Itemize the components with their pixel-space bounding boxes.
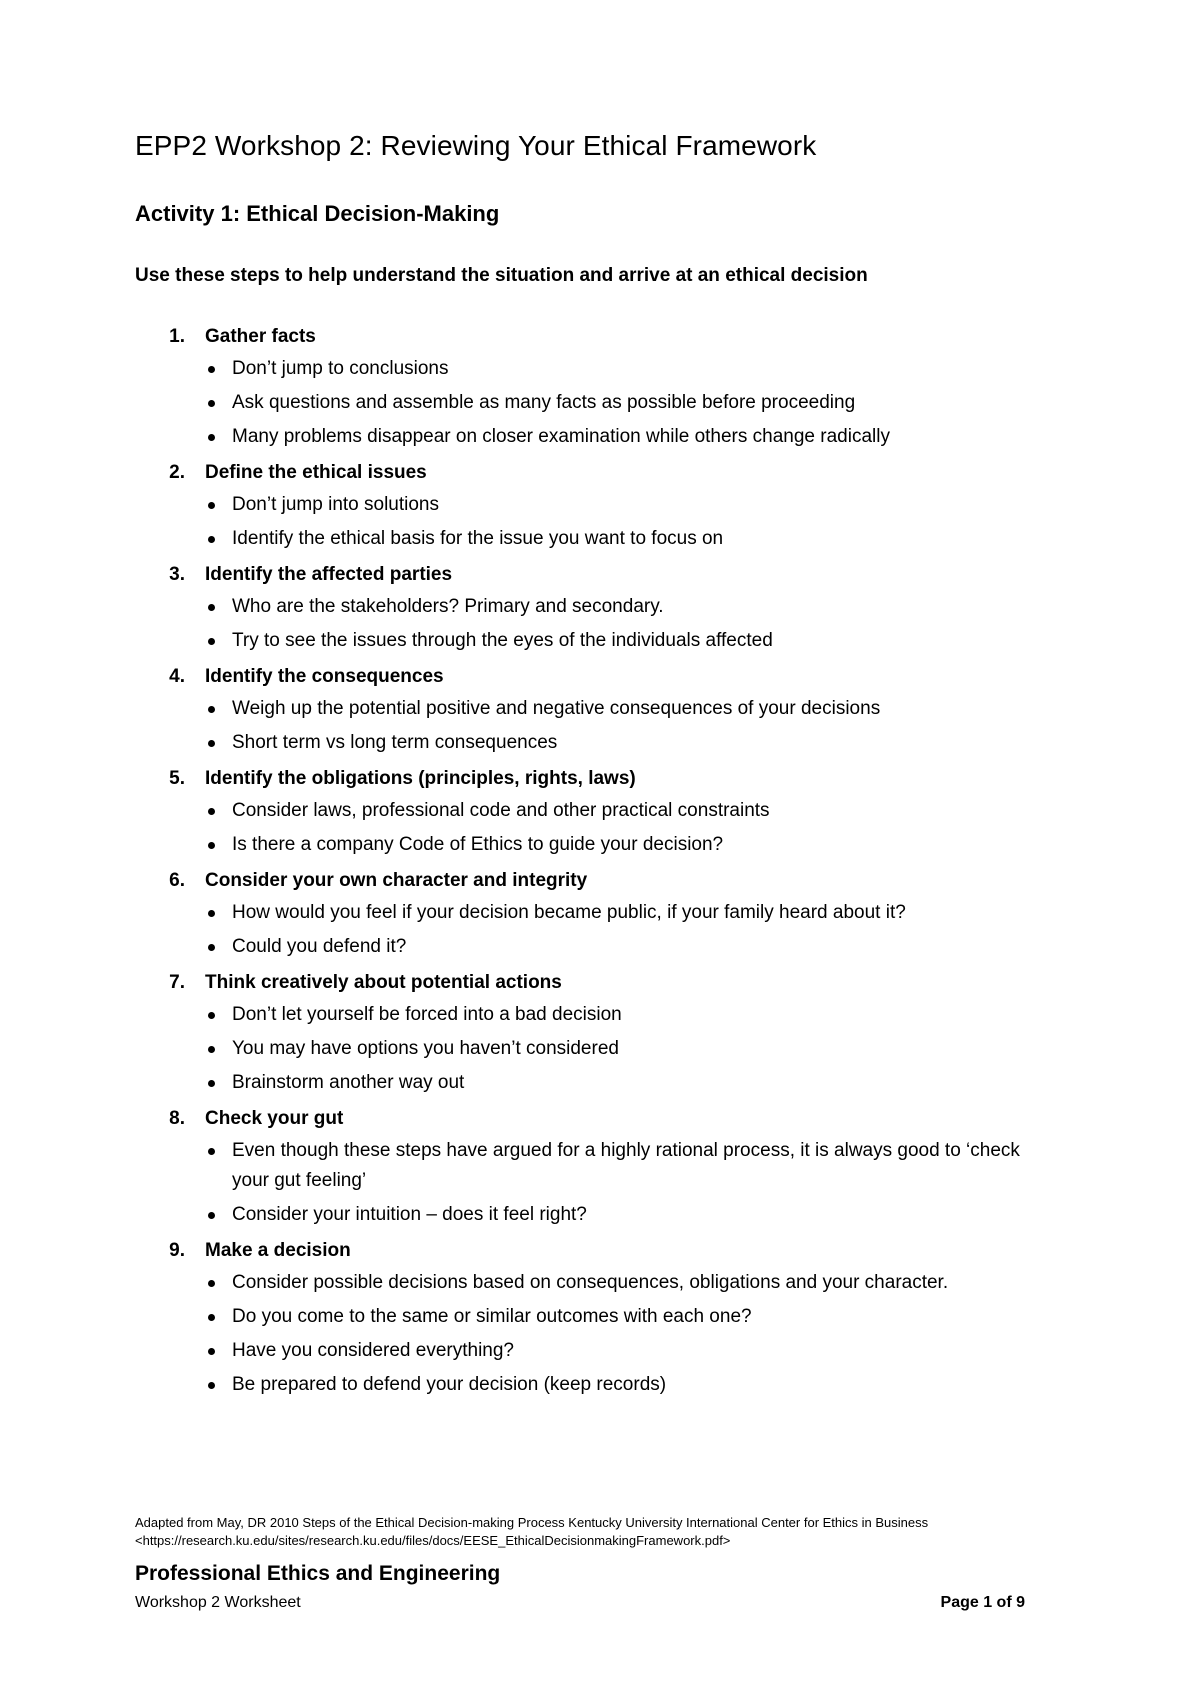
bullet-icon — [95, 592, 232, 622]
bullet-icon — [95, 728, 232, 758]
bullet-text: Many problems disappear on closer examination while others change radically — [232, 426, 890, 447]
citation-line-2: <https://research.ku.edu/sites/research.ku.edu/files/docs/EESE_EthicalDecisionmakingFramework.pdf> — [135, 1533, 731, 1548]
bullet-item — [135, 1136, 1095, 1196]
footer-page-number: Page 1 of 9 — [940, 1594, 1025, 1611]
step-number: 9. — [169, 1240, 185, 1261]
step-number: 8. — [169, 1108, 185, 1129]
step-item — [135, 558, 1095, 656]
bullet-text: Don’t jump to conclusions — [232, 358, 449, 379]
bullet-list — [135, 1000, 1095, 1098]
bullet-item — [135, 1200, 1095, 1230]
bullet-item — [135, 898, 1095, 928]
step-label: Consider your own character and integrity — [205, 870, 588, 891]
bullet-icon — [95, 932, 232, 962]
bullet-icon — [95, 694, 232, 724]
footer-bar — [135, 1592, 1025, 1614]
bullet-item — [135, 1000, 1095, 1030]
bullet-text: Consider your intuition – does it feel right? — [232, 1204, 587, 1225]
bullet-icon — [95, 1200, 232, 1230]
bullet-text: Who are the stakeholders? Primary and secondary. — [232, 596, 664, 617]
bullet-text: Consider possible decisions based on consequences, obligations and your character. — [232, 1272, 949, 1293]
bullet-list — [135, 898, 1095, 962]
bullet-icon — [95, 1268, 232, 1298]
step-item — [135, 864, 1095, 962]
step-number: 2. — [169, 462, 185, 483]
step-label: Define the ethical issues — [205, 462, 427, 483]
bullet-item — [135, 830, 1095, 860]
instructions-text: Use these steps to help understand the situation and arrive at an ethical decision — [135, 265, 868, 286]
step-heading — [135, 320, 1095, 354]
bullet-icon — [95, 1336, 232, 1366]
step-number: 3. — [169, 564, 185, 585]
step-number: 7. — [169, 972, 185, 993]
bullet-item — [135, 592, 1095, 622]
bullet-icon — [95, 626, 232, 656]
step-heading — [135, 1234, 1095, 1268]
citation-footnote — [135, 1514, 1075, 1550]
bullet-text: Short term vs long term consequences — [232, 732, 558, 753]
step-label: Think creatively about potential actions — [205, 972, 562, 993]
bullet-icon — [95, 422, 232, 452]
bullet-list — [135, 490, 1095, 554]
bullet-text: Weigh up the potential positive and negative consequences of your decisions — [232, 698, 881, 719]
bullet-text: Ask questions and assemble as many facts as possible before proceeding — [232, 392, 856, 413]
bullet-icon — [95, 524, 232, 554]
step-heading — [135, 762, 1095, 796]
step-number: 5. — [169, 768, 185, 789]
bullet-item — [135, 354, 1095, 384]
bullet-text: Do you come to the same or similar outcomes with each one? — [232, 1306, 752, 1327]
step-number: 1. — [169, 326, 185, 347]
step-heading — [135, 966, 1095, 1000]
bullet-list — [135, 1136, 1095, 1230]
bullet-text: Be prepared to defend your decision (keep records) — [232, 1374, 667, 1395]
bullet-icon — [95, 1302, 232, 1332]
activity-title: Activity 1: Ethical Decision-Making — [135, 201, 500, 226]
step-item — [135, 320, 1095, 452]
bullet-text: Even though these steps have argued for a highly rational process, it is always good to ‘check your gut feeling’ — [232, 1140, 1020, 1191]
bullet-icon — [95, 898, 232, 928]
step-item — [135, 762, 1095, 860]
step-heading — [135, 660, 1095, 694]
bullet-text: Don’t let yourself be forced into a bad decision — [232, 1004, 622, 1025]
bullet-text: Don’t jump into solutions — [232, 494, 439, 515]
steps-list — [135, 320, 1095, 1400]
bullet-text: Try to see the issues through the eyes of the individuals affected — [232, 630, 773, 651]
step-item — [135, 966, 1095, 1098]
step-label: Identify the affected parties — [205, 564, 453, 585]
bullet-item — [135, 1068, 1095, 1098]
bullet-text: Consider laws, professional code and other practical constraints — [232, 800, 770, 821]
bullet-icon — [95, 1000, 232, 1030]
step-item — [135, 456, 1095, 554]
bullet-list — [135, 354, 1095, 452]
step-label: Identify the obligations (principles, rights, laws) — [205, 768, 636, 789]
bullet-icon — [95, 490, 232, 520]
footer-course-title: Professional Ethics and Engineering — [135, 1562, 501, 1585]
step-item — [135, 1102, 1095, 1230]
step-label: Make a decision — [205, 1240, 351, 1261]
bullet-item — [135, 796, 1095, 826]
bullet-icon — [95, 796, 232, 826]
bullet-icon — [95, 388, 232, 418]
bullet-text: You may have options you haven’t considered — [232, 1038, 619, 1059]
bullet-icon — [95, 1370, 232, 1400]
step-item — [135, 1234, 1095, 1400]
step-heading — [135, 558, 1095, 592]
bullet-icon — [95, 1034, 232, 1064]
citation-line-1: Adapted from May, DR 2010 Steps of the Ethical Decision-making Process Kentucky University International Center for Ethics in Business — [135, 1515, 929, 1530]
step-item — [135, 660, 1095, 758]
bullet-item — [135, 1370, 1095, 1400]
bullet-list — [135, 1268, 1095, 1400]
footer-worksheet-label: Workshop 2 Worksheet — [135, 1594, 301, 1611]
bullet-item — [135, 1302, 1095, 1332]
bullet-item — [135, 1034, 1095, 1064]
bullet-icon — [95, 1136, 232, 1196]
bullet-text: Have you considered everything? — [232, 1340, 515, 1361]
bullet-item — [135, 694, 1095, 724]
step-label: Check your gut — [205, 1108, 344, 1129]
bullet-list — [135, 694, 1095, 758]
bullet-list — [135, 592, 1095, 656]
step-number: 6. — [169, 870, 185, 891]
step-heading — [135, 1102, 1095, 1136]
bullet-icon — [95, 354, 232, 384]
bullet-item — [135, 1268, 1095, 1298]
bullet-icon — [95, 1068, 232, 1098]
step-heading — [135, 456, 1095, 490]
step-heading — [135, 864, 1095, 898]
document-body — [135, 126, 1095, 1404]
bullet-text: Identify the ethical basis for the issue you want to focus on — [232, 528, 724, 549]
bullet-item — [135, 388, 1095, 418]
bullet-text: How would you feel if your decision became public, if your family heard about it? — [232, 902, 906, 923]
bullet-text: Is there a company Code of Ethics to guide your decision? — [232, 834, 724, 855]
bullet-item — [135, 422, 1095, 452]
bullet-text: Could you defend it? — [232, 936, 407, 957]
bullet-item — [135, 932, 1095, 962]
bullet-item — [135, 626, 1095, 656]
bullet-item — [135, 490, 1095, 520]
step-label: Identify the consequences — [205, 666, 444, 687]
step-label: Gather facts — [205, 326, 316, 347]
step-number: 4. — [169, 666, 185, 687]
bullet-list — [135, 796, 1095, 860]
bullet-item — [135, 728, 1095, 758]
document-title: EPP2 Workshop 2: Reviewing Your Ethical Framework — [135, 130, 817, 161]
bullet-text: Brainstorm another way out — [232, 1072, 465, 1093]
bullet-item — [135, 524, 1095, 554]
bullet-icon — [95, 830, 232, 860]
bullet-item — [135, 1336, 1095, 1366]
